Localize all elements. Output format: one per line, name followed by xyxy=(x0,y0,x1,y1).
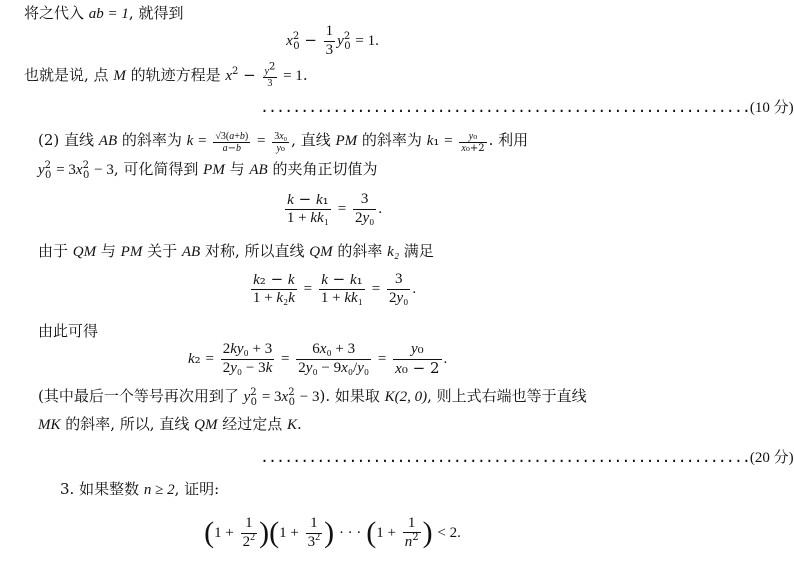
text-line-17 xyxy=(60,478,219,501)
score-line-20 xyxy=(260,446,794,469)
dots: ............................................................. xyxy=(260,98,750,116)
score-line-10 xyxy=(260,96,794,119)
dots: ............................................................. xyxy=(260,448,750,466)
math: PM xyxy=(120,244,143,260)
text: , 证明: xyxy=(174,480,220,498)
equation-5: (1 + $\frac{1}{2^2}$ )(1 + $\frac{1}{3^2}$ ) · · · (1 + $\frac{1}{n^2}$ ) < 2. xyxy=(204,514,461,550)
text: 与 xyxy=(224,160,250,178)
text: . xyxy=(302,66,308,84)
text: 由此可得 xyxy=(38,322,99,340)
text: 满足 xyxy=(399,242,434,260)
text: 的斜率 xyxy=(332,242,388,260)
math: QM xyxy=(309,244,333,260)
math: AB xyxy=(98,133,118,149)
text-line-5: (2) 直线 AB 的斜率为 k = $\frac{√3(a+b)}{a-b}$ = $\frac{\text{3x₀}}{\text{y₀}}$ , 直线 PM 的斜率为 k₁ = $\frac{\text{y₀}}{\text{x₀+2}}$ . 利用 xyxy=(38,131,529,154)
equation-2: $\frac{\text{k − k₁}}{\text{1 + kk₁}}$ = $\frac{3}{\text{2y₀}}$ . xyxy=(286,189,383,226)
text: 经过定点 xyxy=(217,415,287,433)
text: 的斜率为 xyxy=(357,131,427,149)
text: 与 xyxy=(96,242,121,260)
text: 对称, 所以直线 xyxy=(200,242,310,260)
math: QM xyxy=(194,417,218,433)
score-10: (10 分) xyxy=(749,100,794,116)
math: k₂ xyxy=(387,244,400,260)
text: (其中最后一个等号再次用到了 xyxy=(38,387,244,405)
text: 3. 如果整数 xyxy=(60,480,144,498)
math: K xyxy=(286,417,297,433)
math: n ≥ 2 xyxy=(143,482,175,498)
math: AB xyxy=(181,244,201,260)
text: 的夹角正切值为 xyxy=(267,160,378,178)
text-line-6: $y^2_0 = 3x^2_0 - 3$, 可化简得到 PM 与 AB 的夹角正切值为 xyxy=(38,160,378,181)
score-20: (20 分) xyxy=(749,450,794,466)
math: PM xyxy=(335,133,358,149)
math: PM xyxy=(203,162,225,178)
text: . xyxy=(297,415,302,433)
text: 也就是说, 点 xyxy=(24,66,114,84)
text: . 利用 xyxy=(488,131,529,149)
text: , 则上式右端也等于直线 xyxy=(427,387,587,405)
math: K(2, 0) xyxy=(384,389,428,405)
text: (2) 直线 xyxy=(38,131,99,149)
text: 关于 xyxy=(142,242,182,260)
text-line-12 xyxy=(38,320,98,342)
text: 的斜率为 xyxy=(117,131,187,149)
text-line-14: (其中最后一个等号再次用到了 $y^2_0 = 3x^2_0 - 3$). 如果取 K(2, 0), 则上式右端也等于直线 xyxy=(38,387,587,408)
text: 由于 xyxy=(38,242,73,260)
text-line-15 xyxy=(38,413,302,436)
equation-4: k₂ = $\frac{\text{2ky₀ + 3}}{\text{2y₀ − 3k}}$ = $\frac{\text{6x₀ + 3}}{\text{2y₀ − 9x₀/y₀}}$ = $\frac{\text{y₀}}{\text{x₀ − 2}}$ . xyxy=(188,339,448,377)
text: ). 如果取 xyxy=(319,387,385,405)
equation-3: $\frac{\text{k₂ − k}}{\text{1 + k₂k}}$ = $\frac{\text{k − k₁}}{\text{1 + kk₁}}$ = $\frac{3}{\text{2y₀}}$ . xyxy=(252,269,417,306)
equation-1: $x^2_0$ − $\frac{1}{3}$ $y^2_0 = 1$. xyxy=(286,23,379,58)
math-ab: ab = 1 xyxy=(88,6,129,22)
text: , 直线 xyxy=(291,131,336,149)
text: 将之代入 xyxy=(24,4,89,22)
text-line-3: 也就是说, 点 M 的轨迹方程是 $x^2$ − $\frac{y^2}{3}$ = 1. xyxy=(24,61,308,89)
text-line-9 xyxy=(38,240,434,263)
math: AB xyxy=(249,162,268,178)
math: MK xyxy=(38,417,61,433)
math: M xyxy=(113,68,126,84)
text: 的斜率, 所以, 直线 xyxy=(60,415,195,433)
text: 的轨迹方程是 xyxy=(125,66,226,84)
math: QM xyxy=(72,244,97,260)
text: , 可化简得到 xyxy=(113,160,204,178)
text: , 就得到 xyxy=(128,4,184,22)
